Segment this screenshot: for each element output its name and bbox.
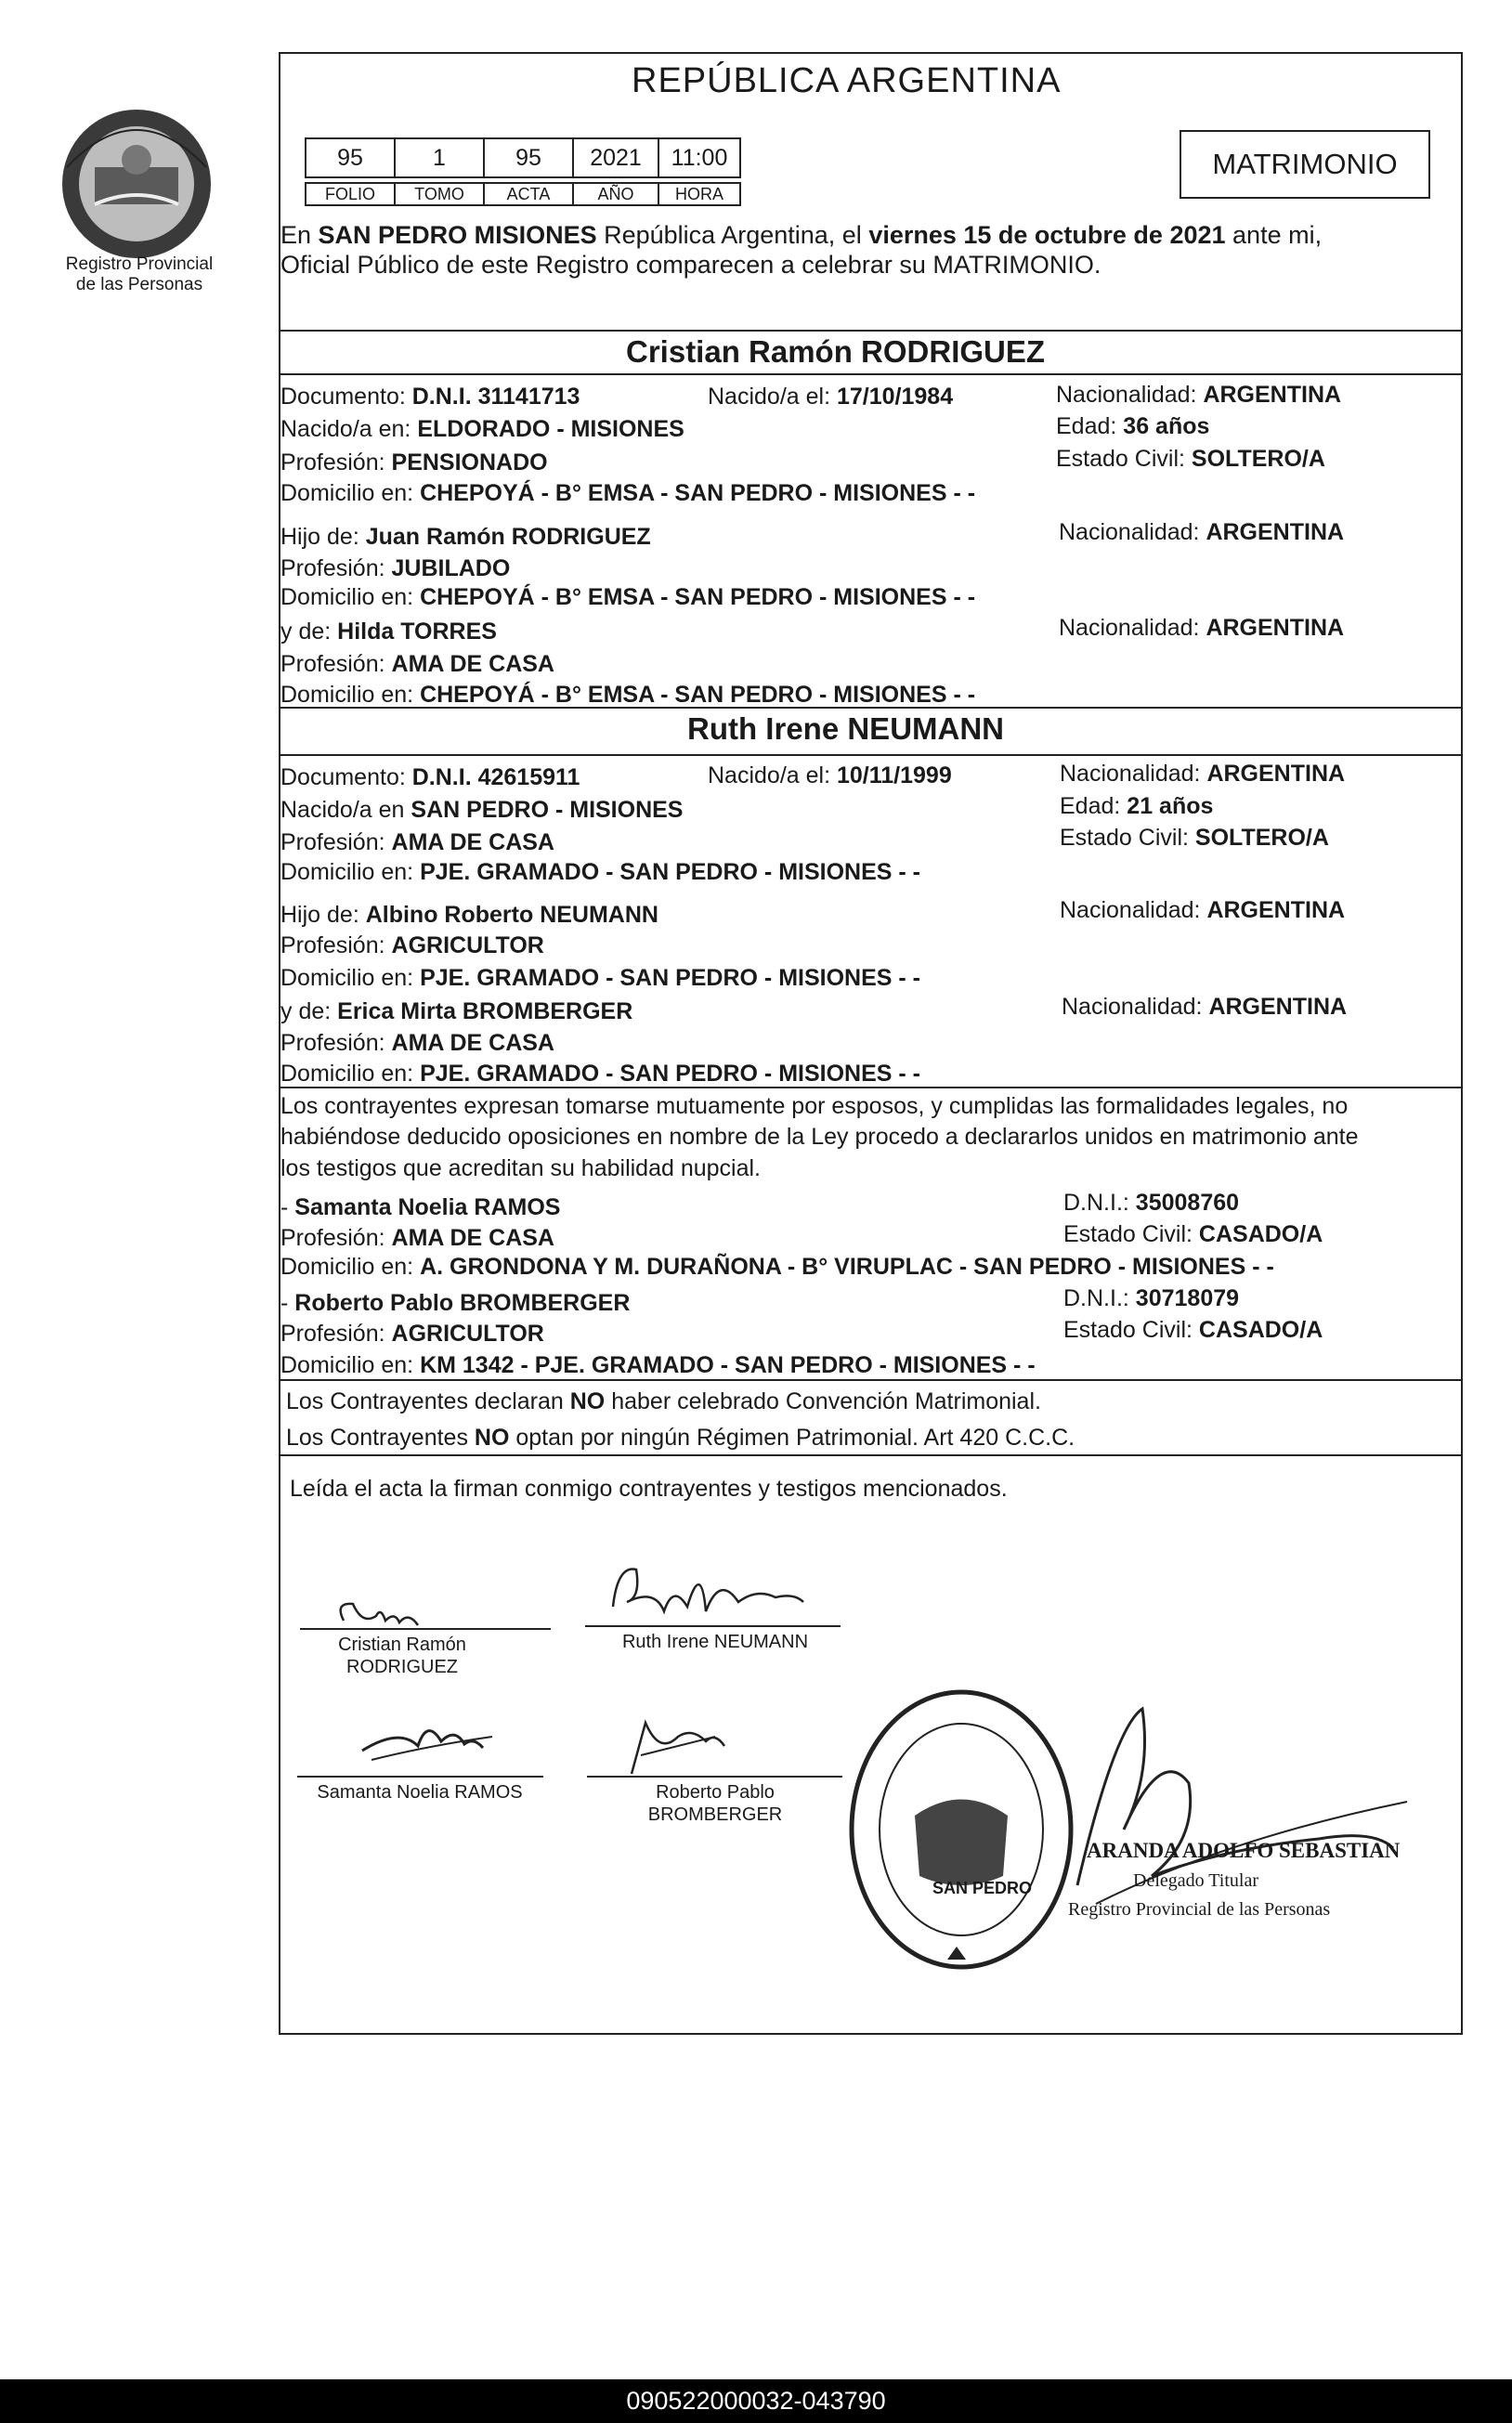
groom-name-title: Cristian Ramón RODRIGUEZ bbox=[626, 334, 1046, 369]
country-title: REPÚBLICA ARGENTINA bbox=[632, 61, 1062, 100]
provincial-seal-logo bbox=[58, 102, 215, 260]
ano-value: 2021 bbox=[572, 137, 659, 178]
witness1-signature-caption: Samanta Noelia RAMOS bbox=[317, 1782, 523, 1803]
groom-signature bbox=[325, 1583, 437, 1639]
acta-value: 95 bbox=[483, 137, 574, 178]
convention-line-1: Los Contrayentes declaran NO haber celebrado Convención Matrimonial. bbox=[286, 1388, 1041, 1414]
folio-label: FOLIO bbox=[305, 182, 396, 206]
witness2-signature-caption: Roberto Pablo BROMBERGER bbox=[647, 1782, 783, 1825]
registry-caption bbox=[37, 254, 241, 295]
official-name: ARANDA ADOLFO SEBASTIAN bbox=[1087, 1839, 1401, 1862]
official-title: Delegado Titular bbox=[1133, 1870, 1258, 1891]
declaration-line-2: habiéndose deducido oposiciones en nombre de la Ley procedo a declararlos unidos en matrimonio ante bbox=[280, 1124, 1359, 1150]
groom-signature-caption: Cristian Ramón RODRIGUEZ bbox=[338, 1635, 466, 1677]
official-office: Registro Provincial de las Personas bbox=[1068, 1899, 1331, 1920]
witness1-signature bbox=[353, 1709, 511, 1774]
record-type-box: MATRIMONIO bbox=[1180, 130, 1430, 199]
hora-label: HORA bbox=[658, 182, 741, 206]
ano-label: AÑO bbox=[572, 182, 659, 206]
convention-line-2: Los Contrayentes NO optan por ningún Régimen Patrimonial. Art 420 C.C.C. bbox=[286, 1425, 1075, 1451]
registry-caption-line1: Registro Provincial bbox=[65, 254, 214, 274]
intro-line-1: En SAN PEDRO MISIONES República Argentina, el viernes 15 de octubre de 2021 ante mi, bbox=[280, 221, 1323, 249]
witness2-signature bbox=[613, 1709, 734, 1783]
closing-statement: Leída el acta la firman conmigo contrayentes y testigos mencionados. bbox=[290, 1476, 1008, 1502]
stamp-center-text: SAN PEDRO bbox=[932, 1879, 1033, 1897]
tomo-value: 1 bbox=[394, 137, 485, 178]
acta-label: ACTA bbox=[483, 182, 574, 206]
document-code-bar: 090522000032-043790 bbox=[0, 2379, 1512, 2423]
registry-caption-line2: de las Personas bbox=[75, 275, 203, 294]
intro-line-2: Oficial Público de este Registro comparecen a celebrar su MATRIMONIO. bbox=[280, 251, 1101, 279]
bride-signature bbox=[599, 1546, 813, 1630]
tomo-label: TOMO bbox=[394, 182, 485, 206]
hora-value: 11:00 bbox=[658, 137, 741, 178]
declaration-line-3: los testigos que acreditan su habilidad nupcial. bbox=[280, 1155, 762, 1181]
folio-value: 95 bbox=[305, 137, 396, 178]
bride-name-title: Ruth Irene NEUMANN bbox=[687, 711, 1005, 746]
declaration-line-1: Los contrayentes expresan tomarse mutuamente por esposos, y cumplidas las formalidades legales, no bbox=[280, 1093, 1349, 1119]
bride-signature-caption: Ruth Irene NEUMANN bbox=[621, 1632, 809, 1652]
